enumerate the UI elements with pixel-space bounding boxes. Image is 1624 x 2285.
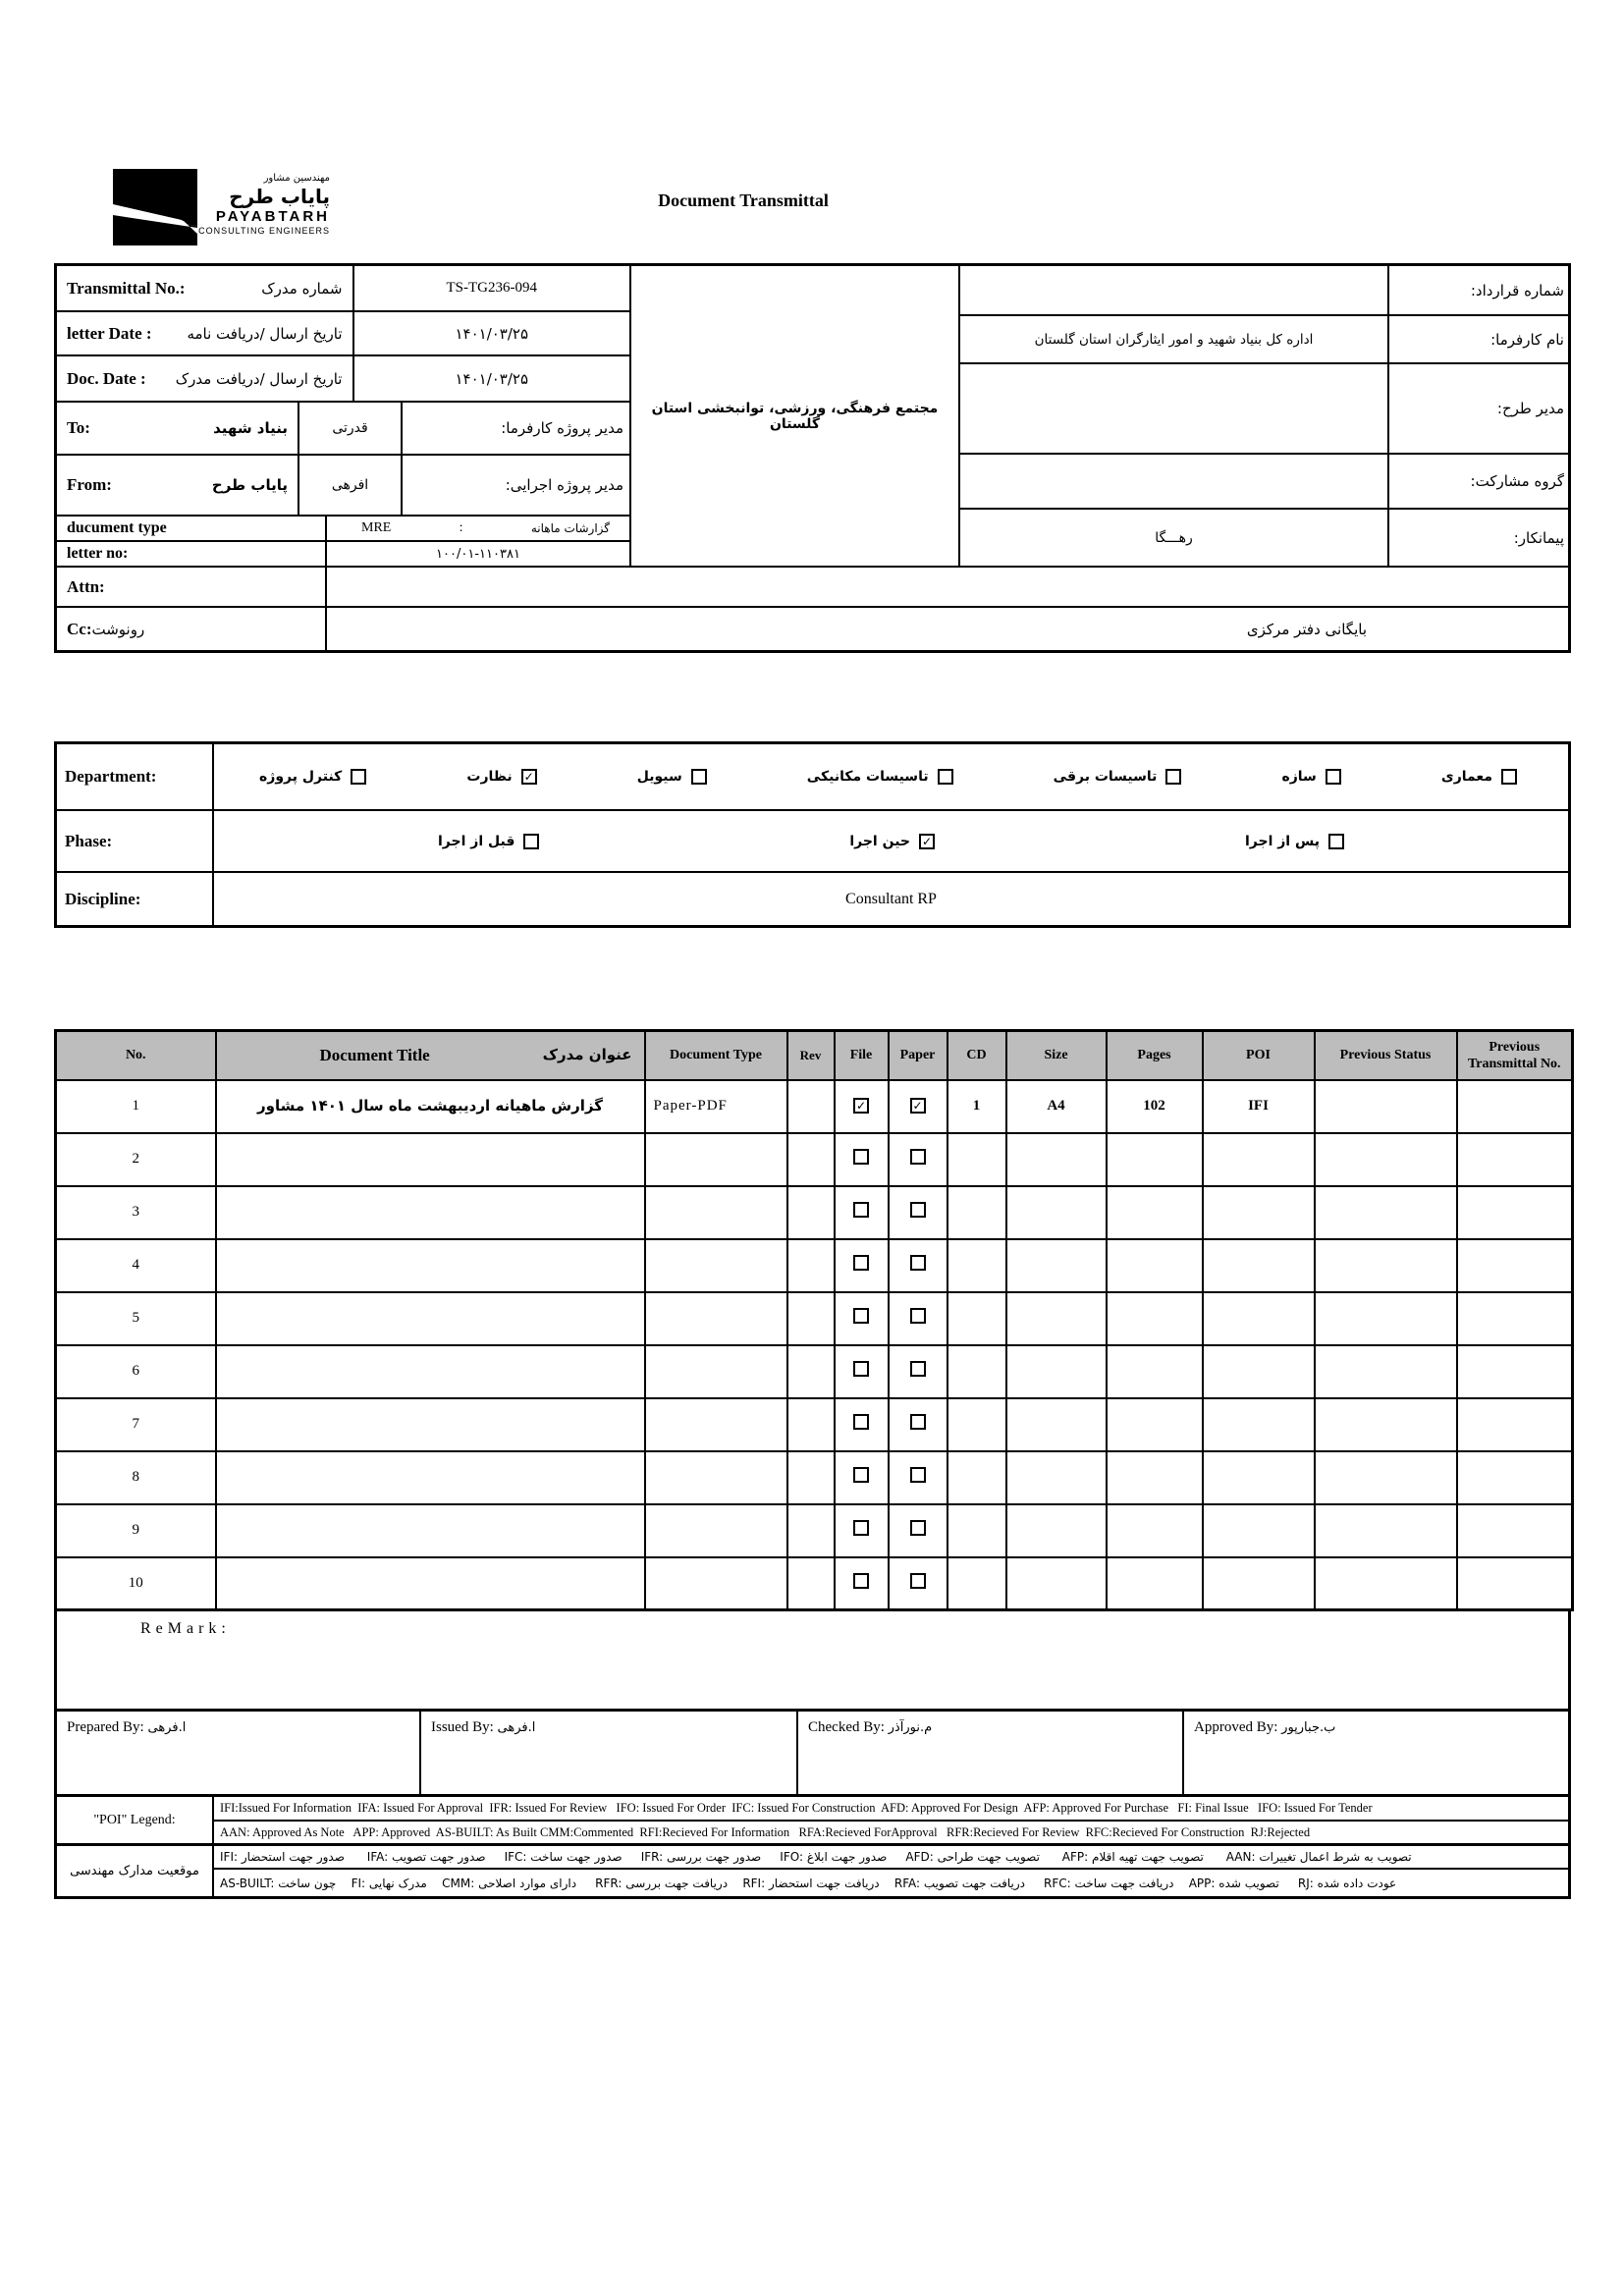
logo-en-name: PAYABTARH: [215, 208, 330, 225]
row-cd: [947, 1398, 1006, 1451]
letter-date-label: letter Date : تاریخ ارسال /دریافت نامه: [57, 312, 354, 354]
row-title: [216, 1557, 645, 1610]
row-pages: 102: [1107, 1080, 1203, 1133]
row-paper: [889, 1345, 947, 1398]
row-size: [1006, 1133, 1107, 1186]
department-option-project-control: کنترل پروژه: [259, 769, 366, 785]
row-poi: [1203, 1239, 1315, 1292]
row-size: [1006, 1557, 1107, 1610]
row-type: Paper-PDF: [645, 1080, 787, 1133]
row-type: [645, 1186, 787, 1239]
row-prev-transmittal: [1457, 1239, 1573, 1292]
logo-en-sub: CONSULTING ENGINEERS: [198, 226, 330, 236]
row-no: 1: [56, 1080, 216, 1133]
row-prev-status: [1315, 1345, 1457, 1398]
to-person: قدرتی: [299, 403, 403, 454]
col-size: Size: [1006, 1031, 1107, 1080]
col-prev-transmittal: Previous Transmittal No.: [1457, 1031, 1573, 1080]
cc-value: بایگانی دفتر مرکزی: [1246, 620, 1367, 638]
row-file: [835, 1451, 889, 1504]
row-no: 6: [56, 1345, 216, 1398]
row-file: [835, 1239, 889, 1292]
row-title: [216, 1345, 645, 1398]
info-right-block: [960, 266, 1568, 566]
row-pages: [1107, 1398, 1203, 1451]
col-poi: POI: [1203, 1031, 1315, 1080]
paper-checkbox[interactable]: [910, 1414, 926, 1430]
attn-row: [57, 568, 1568, 608]
col-no: No.: [56, 1031, 216, 1080]
file-checkbox[interactable]: [853, 1414, 869, 1430]
row-prev-transmittal: [1457, 1133, 1573, 1186]
col-paper: Paper: [889, 1031, 947, 1080]
row-type: [645, 1239, 787, 1292]
row-prev-transmittal: [1457, 1186, 1573, 1239]
from-value: پایاب طرح: [211, 476, 288, 494]
phase-option-before: قبل از اجرا: [438, 834, 539, 849]
logo-fa-small: مهندسین مشاور: [263, 173, 330, 184]
row-prev-status: [1315, 1292, 1457, 1345]
documents-table: [54, 1029, 1574, 1611]
legend-labels: [57, 1797, 214, 1896]
poi-legend: [54, 1797, 1571, 1899]
remark-box: [54, 1608, 1571, 1712]
row-rev: [787, 1345, 835, 1398]
file-checkbox[interactable]: [853, 1573, 869, 1589]
documents-table-header: [56, 1031, 1573, 1080]
row-prev-transmittal: [1457, 1451, 1573, 1504]
file-checkbox[interactable]: [853, 1520, 869, 1536]
row-pages: [1107, 1451, 1203, 1504]
row-title: [216, 1292, 645, 1345]
col-file: File: [835, 1031, 889, 1080]
attn-value: [327, 568, 1568, 606]
prepared-by-value: ا.فرهی: [147, 1720, 187, 1735]
row-size: [1006, 1239, 1107, 1292]
row-cd: 1: [947, 1080, 1006, 1133]
page-title: Document Transmittal: [658, 190, 829, 210]
row-pages: [1107, 1504, 1203, 1557]
row-prev-transmittal: [1457, 1345, 1573, 1398]
civil-checkbox[interactable]: [691, 769, 707, 785]
row-no: 3: [56, 1186, 216, 1239]
row-pages: [1107, 1292, 1203, 1345]
before-execution-checkbox[interactable]: [523, 834, 539, 849]
department-options: [214, 744, 1568, 809]
paper-checkbox[interactable]: [910, 1255, 926, 1271]
contract-no-label: شماره قرارداد:: [1470, 281, 1564, 299]
row-title: [216, 1451, 645, 1504]
row-poi: IFI: [1203, 1080, 1315, 1133]
row-prev-transmittal: [1457, 1504, 1573, 1557]
approved-by-label: Approved By:: [1194, 1719, 1278, 1735]
row-no: 4: [56, 1239, 216, 1292]
col-prev-status: Previous Status: [1315, 1031, 1457, 1080]
cc-row: [57, 608, 1568, 650]
row-title: [216, 1186, 645, 1239]
checked-by-cell: [798, 1712, 1184, 1794]
paper-checkbox[interactable]: [910, 1573, 926, 1589]
executive-pm-label: مدیر پروژه اجرایی:: [505, 476, 623, 494]
logo-fa-name: پایاب طرح: [229, 185, 330, 208]
document-row-1: [56, 1080, 1573, 1133]
plan-manager-value: [960, 364, 1389, 453]
electrical-checkbox[interactable]: [1165, 769, 1181, 785]
row-prev-transmittal: [1457, 1080, 1573, 1133]
row-title: گزارش ماهیانه اردیبهشت ماه سال ۱۴۰۱ مشاور: [216, 1080, 645, 1133]
row-title: [216, 1398, 645, 1451]
row-file: [835, 1345, 889, 1398]
row-poi: [1203, 1133, 1315, 1186]
legend-fa-line2: AS-BUILT: چون ساخت FI: مدرک نهایی CMM: دارای موارد اصلاحی RFR: دریافت جهت بررسی RFI: دریافت جهت استحضار RFA: دریافت جهت تصویب RFC: دریافت جهت ساخت APP: تصویب شده RJ: عودت داده شده: [220, 1876, 1397, 1890]
letter-no-value: ۱۰۰/۰۱-۱۱۰۳۸۱: [436, 546, 520, 562]
row-prev-status: [1315, 1504, 1457, 1557]
plan-manager-label: مدیر طرح:: [1496, 400, 1564, 417]
document-row-6: [56, 1345, 1573, 1398]
project-control-checkbox[interactable]: [351, 769, 366, 785]
document-row-7: [56, 1398, 1573, 1451]
document-row-4: [56, 1239, 1573, 1292]
document-type-label: ducument type: [57, 517, 327, 540]
document-row-3: [56, 1186, 1573, 1239]
contractor-value: رهـــگا: [960, 510, 1389, 566]
file-checkbox[interactable]: [853, 1255, 869, 1271]
project-name-cell: مجتمع فرهنگی، ورزشی، توانبخشی استان گلستان: [631, 266, 960, 566]
col-type: Document Type: [645, 1031, 787, 1080]
row-prev-status: [1315, 1557, 1457, 1610]
row-prev-status: [1315, 1080, 1457, 1133]
department-option-memari: معماری: [1441, 769, 1517, 785]
document-row-9: [56, 1504, 1573, 1557]
row-paper: [889, 1186, 947, 1239]
row-size: [1006, 1504, 1107, 1557]
paper-checkbox[interactable]: [910, 1308, 926, 1324]
col-title: Document Title عنوان مدرک: [216, 1031, 645, 1080]
phase-row: [57, 811, 1568, 873]
row-poi: [1203, 1345, 1315, 1398]
row-paper: [889, 1080, 947, 1133]
row-paper: [889, 1398, 947, 1451]
document-row-8: [56, 1451, 1573, 1504]
from-field: From: پایاب طرح: [57, 456, 299, 515]
row-paper: [889, 1133, 947, 1186]
department-row: [57, 744, 1568, 811]
row-cd: [947, 1133, 1006, 1186]
row-cd: [947, 1186, 1006, 1239]
row-cd: [947, 1504, 1006, 1557]
phase-options: [214, 811, 1568, 871]
row-no: 2: [56, 1133, 216, 1186]
department-option-sazeh: سازه: [1281, 769, 1340, 785]
phase-option-during: ✓ حین اجرا: [849, 834, 935, 849]
row-title: [216, 1133, 645, 1186]
paper-checkbox[interactable]: [910, 1361, 926, 1377]
row-pages: [1107, 1133, 1203, 1186]
row-cd: [947, 1292, 1006, 1345]
issued-by-label: Issued By:: [431, 1719, 494, 1735]
prepared-by-cell: [57, 1712, 421, 1794]
document-row-10: [56, 1557, 1573, 1610]
prepared-by-label: Prepared By:: [67, 1719, 144, 1735]
sazeh-checkbox[interactable]: [1326, 769, 1341, 785]
to-field: To: بنیاد شهید: [57, 403, 299, 454]
row-pages: [1107, 1239, 1203, 1292]
paper-checkbox[interactable]: [910, 1149, 926, 1165]
row-poi: [1203, 1504, 1315, 1557]
letter-no-label: letter no:: [57, 542, 327, 566]
row-paper: [889, 1451, 947, 1504]
row-paper: [889, 1239, 947, 1292]
row-no: 10: [56, 1557, 216, 1610]
row-cd: [947, 1557, 1006, 1610]
checked-by-value: م.نورآذر: [888, 1720, 933, 1735]
row-type: [645, 1398, 787, 1451]
row-prev-status: [1315, 1451, 1457, 1504]
row-size: [1006, 1451, 1107, 1504]
row-pages: [1107, 1186, 1203, 1239]
poi-legend-label: "POI" Legend:: [57, 1797, 212, 1846]
transmittal-no-value: TS-TG236-094: [446, 280, 537, 296]
row-rev: [787, 1186, 835, 1239]
row-type: [645, 1504, 787, 1557]
document-type-value: MRE : گزارشات ماهانه: [361, 520, 610, 535]
legend-en-line1: IFI:Issued For Information IFA: Issued For Approval IFR: Issued For Review IFO: Issued For Order IFC: Issued For Construction AFD: Approved For Design AFP: Approved For Purchase FI: Final Issue IFO: Issued For Tender: [214, 1797, 1568, 1822]
doc-date-label: Doc. Date : تاریخ ارسال /دریافت مدرک: [57, 356, 354, 401]
department-option-nezarat: ✓ نظارت: [466, 769, 536, 785]
legend-en-line2: AAN: Approved As Note APP: Approved AS-BUILT: As Built CMM:Commented RFI:Recieved For Information RFA:Recieved ForApproval RFR:Recieved For Review RFC:Recieved For Construction RJ:Rejected: [214, 1822, 1568, 1846]
row-type: [645, 1451, 787, 1504]
row-prev-transmittal: [1457, 1557, 1573, 1610]
row-file: [835, 1557, 889, 1610]
file-checkbox[interactable]: [853, 1467, 869, 1483]
file-checkbox[interactable]: [853, 1149, 869, 1165]
doc-date-value: ۱۴۰۱/۰۳/۲۵: [455, 369, 529, 388]
row-rev: [787, 1080, 835, 1133]
row-size: [1006, 1186, 1107, 1239]
doc-status-label: موقعیت مدارک مهندسی: [70, 1864, 199, 1878]
row-file: [835, 1133, 889, 1186]
row-size: A4: [1006, 1080, 1107, 1133]
row-prev-transmittal: [1457, 1398, 1573, 1451]
paper-checkbox[interactable]: [910, 1467, 926, 1483]
row-type: [645, 1292, 787, 1345]
info-left-block: [57, 266, 631, 566]
row-poi: [1203, 1451, 1315, 1504]
row-no: 9: [56, 1504, 216, 1557]
paper-checkbox[interactable]: [910, 1098, 926, 1114]
row-prev-status: [1315, 1398, 1457, 1451]
col-rev: Rev: [787, 1031, 835, 1080]
row-type: [645, 1133, 787, 1186]
contract-no-value: [960, 266, 1389, 314]
discipline-value: Consultant RP: [845, 890, 937, 907]
letter-date-value: ۱۴۰۱/۰۳/۲۵: [455, 324, 529, 343]
phase-label: Phase:: [57, 811, 214, 871]
file-checkbox[interactable]: [853, 1098, 869, 1114]
remark-label: ReMark:: [140, 1620, 231, 1637]
row-paper: [889, 1504, 947, 1557]
approved-by-value: ب.جبارپور: [1281, 1720, 1336, 1735]
row-cd: [947, 1451, 1006, 1504]
row-size: [1006, 1292, 1107, 1345]
document-row-5: [56, 1292, 1573, 1345]
row-pages: [1107, 1345, 1203, 1398]
approved-by-cell: [1184, 1712, 1568, 1794]
during-execution-checkbox[interactable]: [919, 834, 935, 849]
row-no: 7: [56, 1398, 216, 1451]
row-pages: [1107, 1557, 1203, 1610]
partnership-value: [960, 455, 1389, 508]
row-title: [216, 1239, 645, 1292]
row-paper: [889, 1292, 947, 1345]
checked-by-label: Checked By:: [808, 1719, 885, 1735]
signatures-row: [54, 1712, 1571, 1797]
cc-label: Cc: رونوشت: [57, 608, 327, 650]
row-cd: [947, 1239, 1006, 1292]
row-file: [835, 1292, 889, 1345]
contractor-label: پیمانکار:: [1513, 528, 1564, 547]
after-execution-checkbox[interactable]: [1328, 834, 1344, 849]
row-type: [645, 1557, 787, 1610]
row-paper: [889, 1557, 947, 1610]
department-table: [54, 741, 1571, 928]
row-cd: [947, 1345, 1006, 1398]
file-checkbox[interactable]: [853, 1361, 869, 1377]
row-rev: [787, 1504, 835, 1557]
department-option-electrical: تاسیسات برقی: [1054, 769, 1182, 785]
department-option-civil: سیویل: [637, 769, 707, 785]
file-checkbox[interactable]: [853, 1308, 869, 1324]
row-prev-status: [1315, 1186, 1457, 1239]
attn-label: Attn:: [57, 568, 327, 606]
document-row-2: [56, 1133, 1573, 1186]
row-no: 5: [56, 1292, 216, 1345]
row-title: [216, 1504, 645, 1557]
memari-checkbox[interactable]: [1501, 769, 1517, 785]
department-option-mechanical: تاسیسات مکانیکی: [807, 769, 953, 785]
legend-lines: [214, 1797, 1568, 1896]
phase-option-after: پس از اجرا: [1245, 834, 1344, 849]
row-poi: [1203, 1398, 1315, 1451]
partnership-label: گروه مشارکت:: [1470, 472, 1564, 490]
client-name-label: نام کارفرما:: [1490, 330, 1564, 349]
issued-by-value: ا.فرهی: [497, 1720, 536, 1735]
row-poi: [1203, 1292, 1315, 1345]
discipline-label: Discipline:: [57, 873, 214, 925]
legend-fa-line1: IFI: صدور جهت استحضار IFA: صدور جهت تصویب IFC: صدور جهت ساخت IFR: صدور جهت بررسی IFO: صدور جهت ابلاغ AFD: تصویب جهت طراحی AFP: تصویب جهت تهیه اقلام AAN: تصویب به شرط اعمال تغییرات: [214, 1846, 1568, 1870]
row-prev-transmittal: [1457, 1292, 1573, 1345]
client-name-value: اداره کل بنیاد شهید و امور ایثارگران استان گلستان: [960, 316, 1389, 362]
row-rev: [787, 1398, 835, 1451]
transmittal-info-table: [54, 263, 1571, 653]
row-file: [835, 1398, 889, 1451]
row-size: [1006, 1398, 1107, 1451]
col-pages: Pages: [1107, 1031, 1203, 1080]
row-rev: [787, 1133, 835, 1186]
row-rev: [787, 1557, 835, 1610]
row-file: [835, 1186, 889, 1239]
row-prev-status: [1315, 1239, 1457, 1292]
row-file: [835, 1504, 889, 1557]
nezarat-checkbox[interactable]: [521, 769, 537, 785]
row-size: [1006, 1345, 1107, 1398]
file-checkbox[interactable]: [853, 1202, 869, 1218]
row-prev-status: [1315, 1133, 1457, 1186]
discipline-row: [57, 873, 1568, 925]
paper-checkbox[interactable]: [910, 1520, 926, 1536]
row-poi: [1203, 1186, 1315, 1239]
department-label: Department:: [57, 744, 214, 809]
client-pm-label: مدیر پروژه کارفرما:: [501, 419, 623, 437]
row-rev: [787, 1292, 835, 1345]
paper-checkbox[interactable]: [910, 1202, 926, 1218]
row-rev: [787, 1451, 835, 1504]
row-rev: [787, 1239, 835, 1292]
col-cd: CD: [947, 1031, 1006, 1080]
row-no: 8: [56, 1451, 216, 1504]
row-type: [645, 1345, 787, 1398]
mechanical-checkbox[interactable]: [938, 769, 953, 785]
transmittal-no-label: Transmittal No.: شماره مدرک: [57, 266, 354, 310]
row-file: [835, 1080, 889, 1133]
from-person: افرهی: [299, 456, 403, 515]
issued-by-cell: [421, 1712, 798, 1794]
to-value: بنیاد شهید: [213, 419, 288, 437]
row-poi: [1203, 1557, 1315, 1610]
